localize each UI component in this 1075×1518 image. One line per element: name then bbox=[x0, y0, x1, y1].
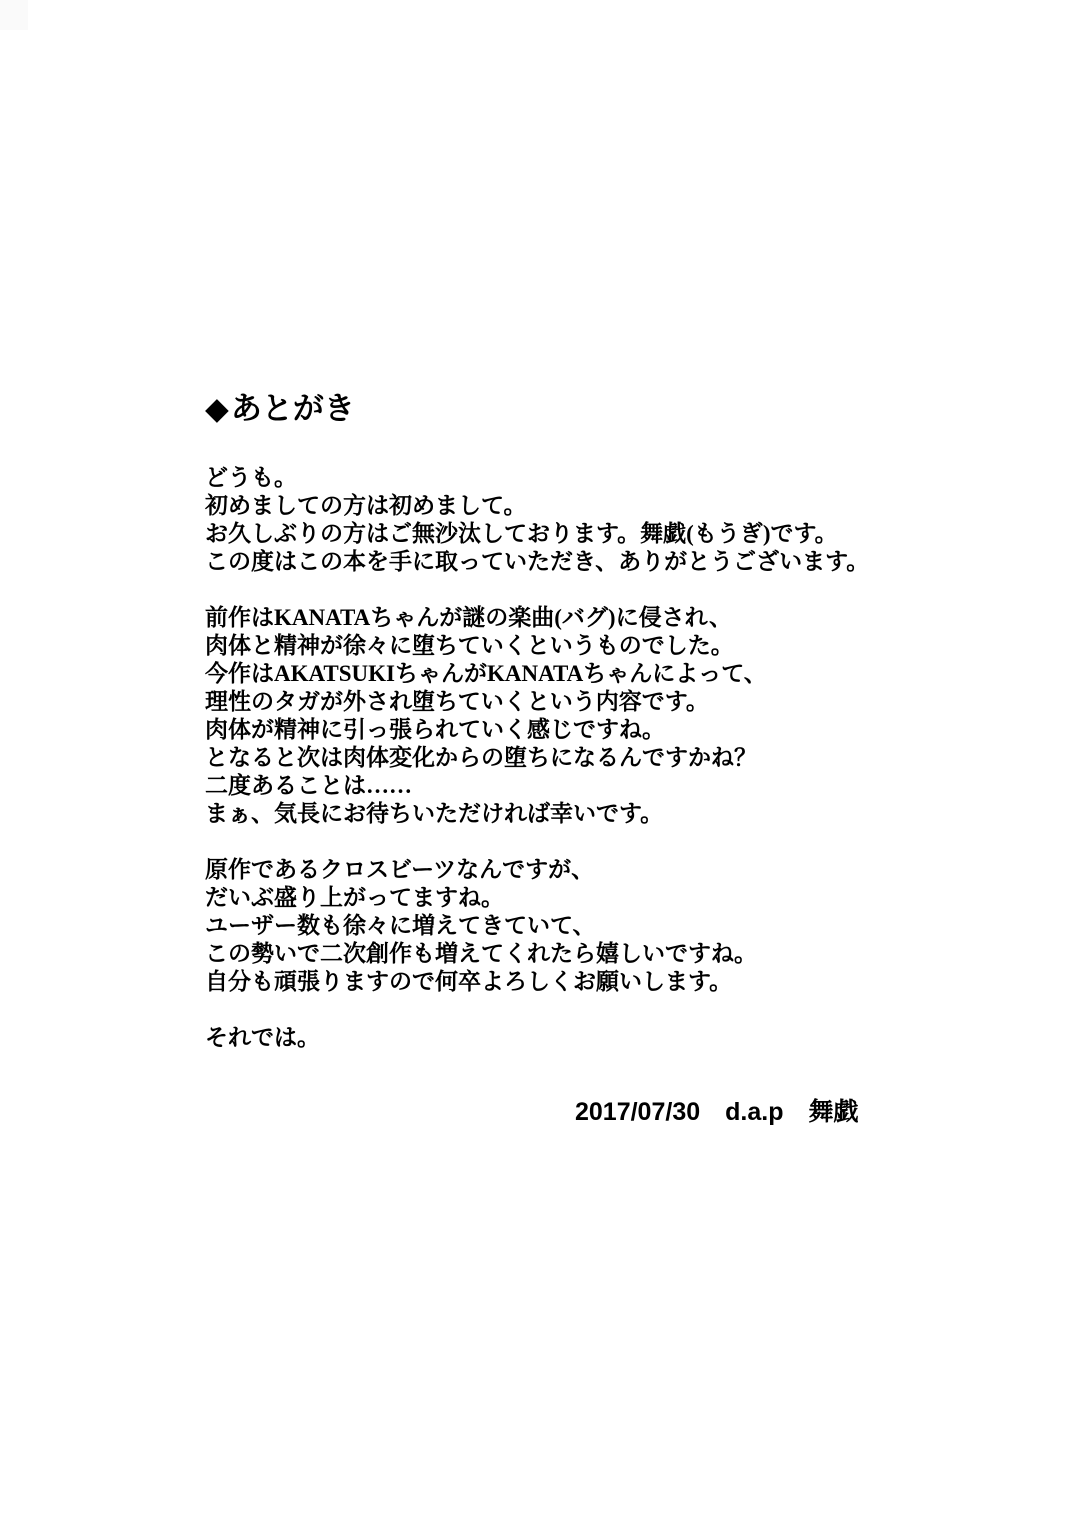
page-title bbox=[205, 392, 945, 426]
text-line: 肉体が精神に引っ張られていく感じですね。 bbox=[205, 717, 665, 742]
text-line: ユーザー数も徐々に増えてきていて、 bbox=[205, 913, 596, 938]
diamond-icon: ◆ bbox=[205, 391, 229, 426]
scan-artifact bbox=[0, 0, 28, 30]
colophon: 2017/07/30 d.a.p 舞戯 bbox=[575, 1098, 859, 1126]
text-line: まぁ、気長にお待ちいただければ幸いです。 bbox=[205, 801, 664, 826]
text-line: それでは。 bbox=[205, 1025, 320, 1050]
text-line: 前作はKANATAちゃんが謎の楽曲(バグ)に侵され、 bbox=[205, 605, 732, 630]
text-line: 今作はAKATSUKIちゃんがKANATAちゃんによって、 bbox=[205, 661, 767, 686]
text-line: となると次は肉体変化からの堕ちになるんですかね？ bbox=[205, 745, 757, 770]
text-line: だいぶ盛り上がってますね。 bbox=[205, 885, 504, 910]
paragraph-greeting bbox=[205, 464, 945, 576]
text-line: 初めましての方は初めまして。 bbox=[205, 493, 527, 518]
text-line: 二度あることは…… bbox=[205, 773, 412, 798]
text-line: 自分も頑張りますので何卒よろしくお願いします。 bbox=[205, 969, 733, 994]
afterword-content bbox=[205, 392, 945, 1127]
text-line: この勢いで二次創作も増えてくれたら嬉しいですね。 bbox=[205, 941, 757, 966]
paragraph-about-works bbox=[205, 604, 945, 828]
paragraph-original-work bbox=[205, 856, 945, 996]
text-line: 肉体と精神が徐々に堕ちていくというものでした。 bbox=[205, 633, 734, 658]
text-line: この度はこの本を手に取っていただき、ありがとうございます。 bbox=[205, 549, 870, 574]
paragraph-closing bbox=[205, 1024, 945, 1052]
text-line: どうも。 bbox=[205, 465, 297, 490]
text-line: お久しぶりの方はご無沙汰しております。舞戯(もうぎ)です。 bbox=[205, 521, 838, 546]
page-title-text: あとがき bbox=[230, 391, 355, 426]
text-line: 理性のタガが外され堕ちていくという内容です。 bbox=[205, 689, 709, 714]
text-line: 原作であるクロスビーツなんですが、 bbox=[205, 857, 595, 882]
